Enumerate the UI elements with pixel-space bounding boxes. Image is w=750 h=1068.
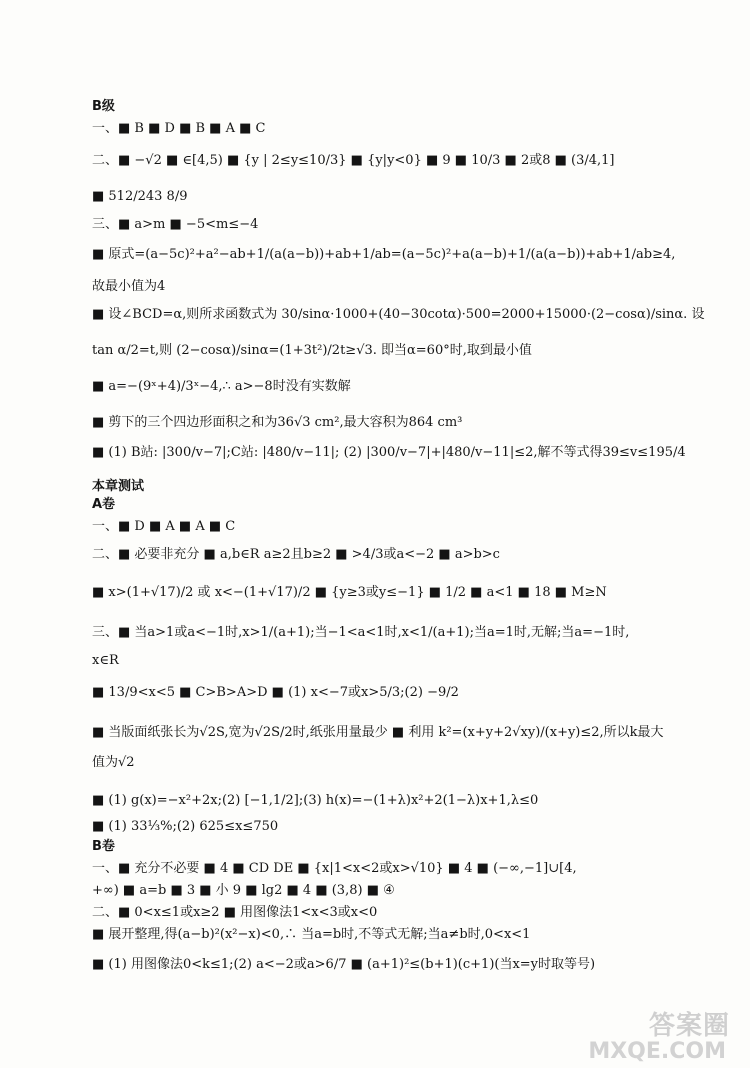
answer-line: ■ 512/243 8/9 [92,189,188,204]
section-heading-a-paper: A卷 [92,497,116,512]
watermark-url: MXQE.COM [588,1039,726,1064]
answer-line: 值为√2 [92,755,135,770]
answer-line: ■ (1) B站: |300/v−7|;C站: |480/v−11|; (2) |300/v−7|+|480/v−11|≤2,解不等式得39≤v≤195/4 [92,445,686,460]
answer-line: tan α/2=t,则 (2−cosα)/sinα=(1+3t²)/2t≥√3. 即当α=60°时,取到最小值 [92,343,532,358]
answer-line: ■ 当版面纸张长为√2S,宽为√2S/2时,纸张用量最少 ■ 利用 k²=(x+y+2√xy)/(x+y)≤2,所以k最大 [92,725,664,740]
answer-line: 三、■ 当a>1或a<−1时,x>1/(a+1);当−1<a<1时,x<1/(a+1);当a=1时,无解;当a=−1时, [92,625,630,640]
answer-line: x∈R [92,653,119,668]
answer-line: 二、■ 0<x≤1或x≥2 ■ 用图像法1<x<3或x<0 [92,905,378,920]
answer-line: ■ 设∠BCD=α,则所求函数式为 30/sinα·1000+(40−30cotα)·500=2000+15000·(2−cosα)/sinα. 设 [92,307,705,322]
answer-line: ■ 剪下的三个四边形面积之和为36√3 cm²,最大容积为864 cm³ [92,415,463,430]
answer-line: 一、■ 充分不必要 ■ 4 ■ CD DE ■ {x|1<x<2或x>√10} ■ 4 ■ (−∞,−1]∪[4, [92,861,577,876]
answer-line: ■ 展开整理,得(a−b)²(x²−x)<0,∴ 当a=b时,不等式无解;当a≠b时,0<x<1 [92,927,531,942]
answer-line: 一、■ D ■ A ■ A ■ C [92,519,236,534]
section-heading-b-level: B级 [92,99,115,114]
answer-line: ■ (1) 33⅓%;(2) 625≤x≤750 [92,819,279,834]
answer-line: 二、■ 必要非充分 ■ a,b∈R a≥2且b≥2 ■ >4/3或a<−2 ■ a>b>c [92,547,500,562]
answer-line: ■ a=−(9ˣ+4)/3ˣ−4,∴ a>−8时没有实数解 [92,379,351,394]
answer-line: +∞) ■ a=b ■ 3 ■ 小 9 ■ lg2 ■ 4 ■ (3,8) ■ ④ [92,883,395,898]
answer-line: ■ x>(1+√17)/2 或 x<−(1+√17)/2 ■ {y≥3或y≤−1} ■ 1/2 ■ a<1 ■ 18 ■ M≥N [92,585,607,600]
answer-line: 二、■ −√2 ■ ∈[4,5) ■ {y | 2≤y≤10/3} ■ {y|y<0} ■ 9 ■ 10/3 ■ 2或8 ■ (3/4,1] [92,153,615,168]
answer-line: 一、■ B ■ D ■ B ■ A ■ C [92,121,266,136]
answer-line: ■ 13/9<x<5 ■ C>B>A>D ■ (1) x<−7或x>5/3;(2) −9/2 [92,685,459,700]
section-heading-b-paper: B卷 [92,839,115,854]
answer-line: 故最小值为4 [92,279,166,294]
answer-line: ■ (1) g(x)=−x²+2x;(2) [−1,1/2];(3) h(x)=−(1+λ)x²+2(1−λ)x+1,λ≤0 [92,793,539,808]
section-heading-chapter-test: 本章测试 [92,479,145,494]
answer-line: 三、■ a>m ■ −5<m≤−4 [92,217,259,232]
watermark-text: 答案圈 [648,1011,730,1041]
answer-line: ■ 原式=(a−5c)²+a²−ab+1/(a(a−b))+ab+1/ab=(a−5c)²+a(a−b)+1/(a(a−b))+ab+1/ab≥4, [92,247,676,262]
answer-line: ■ (1) 用图像法0<k≤1;(2) a<−2或a>6/7 ■ (a+1)²≤(b+1)(c+1)(当x=y时取等号) [92,957,596,972]
